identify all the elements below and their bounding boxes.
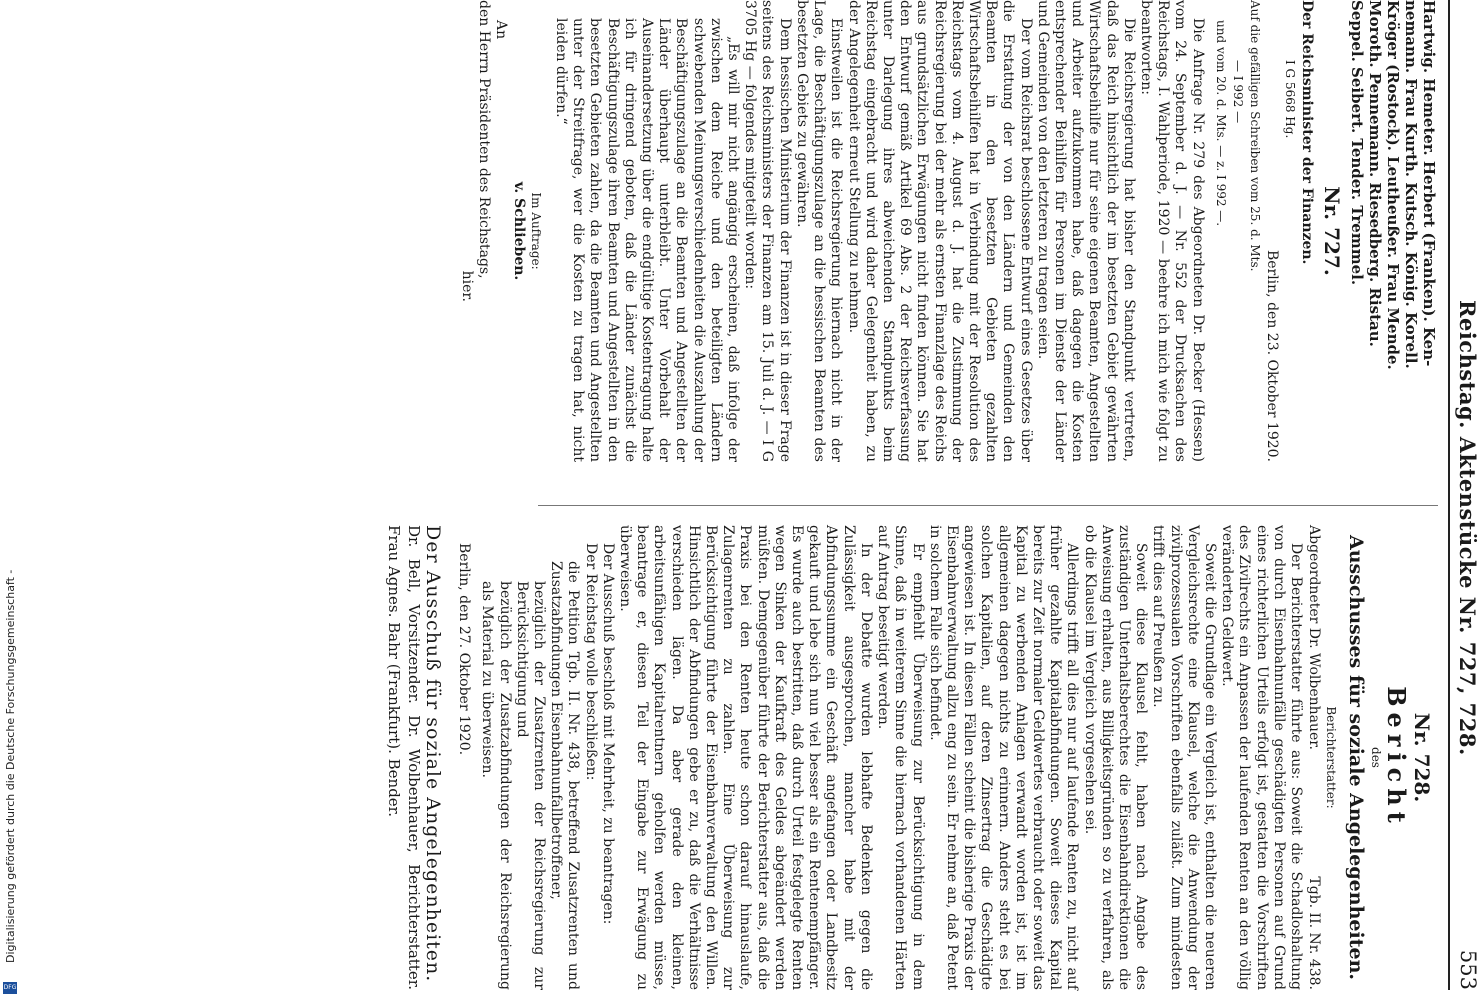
paragraph: In der Debatte wurden lebhafte Bedenken gegen die Zulässigkeit ausgesprochen, mancher habe mit der Abfindungssumme ein Geschäft angefangen oder Landbesitz gekauft und lebe sich nun viel besser als ein Rentenempfänger. Es wurde auch bestritten, daß durch Urteil festgelegte Renten wegen Sinken der Kaufkraft des Geldes abgeändert werden müßten. Demgegenüber führte der Berichterstatter aus, daß die Praxis bei den Renten heute schon darauf hinauslaufe, Zulagenrenten zu zahlen. Eine Überweisung zur Berücksichtigung führte der Eisenbahnverwaltung den Willen. Hinsichtlich der Abfindungen gebe er zu, daß die Verhältnisse verschieden lägen. Da aber gerade den kleinen, arbeitsunfähigen Kapitalrentnern geholfen werden müsse, beantrage er, diesen Teil der Eingabe zur Erwägung zu überweisen. [617, 525, 874, 990]
address-hier: hier. [459, 270, 476, 302]
paragraph: Dem hessischen Ministerium der Finanzen ist in dieser Frage seitens des Reichsministers der Finanzen am 15. Juli d. J. — I G 3705 Hg — folgendes mitgeteilt worden: [742, 0, 793, 462]
reporter-row [1304, 525, 1322, 990]
reference-line-2: — I 992 — [1230, 60, 1245, 124]
digitization-credit: Digitalisierung gefördert durch die Deutsche Forschungsgemeinschaft - [4, 569, 17, 963]
paragraph: Der Ausschuß beschloß mit Mehrheit, zu beantragen: [599, 543, 616, 925]
journal-reference: Tgb. II. Nr. 438. [1305, 876, 1322, 990]
paragraph: Er empfiehlt Überweisung zur Berücksichtigung in dem Sinne, daß in weiterem Sinne die hiernach vorhandenen Härten auf Antrag beseitigt werden. [875, 525, 926, 990]
names-line: Hartwig. Hemeter. Herbert (Franken). Ken- [1420, 0, 1438, 367]
reference-line-1: Auf die gefälligen Schreiben vom 25. d. Mts. [1248, 0, 1263, 272]
paragraph: Soweit diese Klausel fehlt, haben nach Angabe des zuständigen Unterhaltsberechtes die Eisenbahndirektionen die Anweisung erhalten, aus Billigkeitsgründen so zu verfahren, als ob die Klausel im Vergleich vorgesehen sei. [1081, 525, 1150, 990]
signoff-name: v. Schlieben. [510, 181, 527, 281]
left-column [458, 0, 1438, 462]
reference-line-3: und vom 20. d. Mts. — z. I 992 —. [1213, 20, 1228, 227]
names-line: Seppel. Seibert. Tender. Tremmel. [1348, 0, 1366, 286]
report-title: Bericht [1381, 686, 1411, 829]
header-title: Reichstag. Aktenstücke Nr. 727, 728. [1455, 300, 1480, 756]
right-column [384, 525, 1438, 990]
signoff-prefix: Im Auftrage: [528, 192, 543, 270]
resolution-line: bezüglich der Zusatzabfindungen der Reichsregierung als Material zu überweisen. [479, 581, 513, 990]
paragraph: Der Berichterstatter führte aus: Soweit die Schadloshaltung von durch Eisenbahnunfälle geschädigten Personen auf Grund eines richterlichen Urteils erfolgt ist, gestatten die Vorschriften des Zivilrechts ein Anpassen der laufenden Renten an den völlig veränderten Geldwert. [1219, 525, 1304, 990]
paragraph: Der vom Reichsrat beschlossene Entwurf eines Gesetzes über die Erstattung der von den Ländern und Gemeinden den Beamten in den besetzten Gebieten gezahlten Wirtschaftsbeihilfen hat in Verbindung mit der Resolution des Reichstags vom 4. August d. J. hat die Zustimmung der Reichsregierung bei der mehr als ernsten Finanzlage des Reichs aus grundsätzlichen Erwägungen nicht finden können. Sie hat den Entwurf gemäß Artikel 69 Abs. 2 der Reichsverfassung unter Darlegung ihres abweichenden Standpunkts beim Reichstag eingebracht und wird daher Gelegenheit haben, zu der Angelegenheit erneut Stellung zu nehmen. [845, 0, 1034, 462]
reference-number: I G 5668 Hg. [1282, 60, 1297, 139]
address-line: den Herrn Präsidenten des Reichstags, [476, 0, 493, 279]
title-des: des [1368, 747, 1383, 768]
date-line: Berlin, den 23. Oktober 1920. [1264, 249, 1281, 462]
doc-number-727: Nr. 727. [1320, 186, 1344, 276]
resolution-line: die Petition Tgb. II. Nr. 438, betreffend Zusatzrenten und Zusatzabfindungen Eisenbahnunfallbetroffener, [548, 561, 582, 990]
paragraph: Die Reichsregierung hat bisher den Standpunkt vertreten, daß das Reich hinsichtlich der im besetzten Gebiet gewährten Wirtschaftsbeihilfe nur für seine eigenen Beamten, Angestellten und Arbeiter aufzukommen habe, daß dagegen die Kosten entsprechender Beihilfen für Personen im Dienste der Länder und Gemeinden von den letzteren zu tragen seien. [1034, 0, 1137, 462]
paragraph: Allerdings trifft all dies nur auf laufende Renten zu, nicht auf früher gezahlte Kapitalabfindungen. Soweit dieses Kapital bereits zur Zeit normaler Geldwertes verbraucht oder soweit das Kapital zu werbenden Anlagen verwandt worden ist, ist im allgemeinen dagegen nichts zu erinnern. Anders steht es bei solchen Kapitalien, auf deren Zinsertrag die Geschädigte angewiesen ist. In diesen Fällen scheint die bisherige Praxis der Eisenbahnverwaltung allzu eng zu sein. Er nehme an, daß Petent in solchem Falle sich befindet. [926, 525, 1081, 990]
document-page [220, 0, 1480, 1000]
doc-number-728: Nr. 728. [1410, 712, 1434, 803]
paragraph: Die Anfrage Nr. 279 des Abgeordneten Dr. Becker (Hessen) vom 24. September d. J. — Nr. 552 der Drucksachen des Reichstags, I. Wahlperiode, 1920 — beehre ich mich wie folgt zu beantworten: [1137, 0, 1206, 462]
names-line: Moroth. Pennemann. Riesedberg. Ristau. [1366, 0, 1384, 347]
paragraph: Soweit die Grundlage ein Vergleich ist, enthalten die neueren Vergleichsrechte eine Klausel, welche die Anwendung der zivilprozessualen Vorschriften ebenfalls zuläßt. Zum mindesten trifft dies auf Preußen zu. [1150, 525, 1218, 990]
address-an: An [493, 20, 510, 40]
names-line: Kröger (Rostock). Leutheußer. Frau Mende. [1384, 0, 1402, 370]
quoted-paragraph: „Es will mir nicht angängig erscheinen, daß infolge der zwischen dem Reiche und den beteiligten Ländern schwebenden Meinungsverschiedenheiten die Auszahlung der Beschäftigungszulage an die Beamten und Angestellten der Länder überhaupt unterbleibt. Unter Vorbehalt der Auseinandersetzung über die endgültige Kostentragung halte ich für dringend geboten, daß die Länder zunächst die Beschäftigungszulage ihren Beamten und Angestellten in den besetzten Gebieten zahlen, da die Beamten und Angestellten unter der Streitfrage, wer die Kosten zu tragen hat, nicht leiden dürfen.“ [553, 18, 742, 462]
page-header [1448, 0, 1480, 990]
signatures: Dr. Bell, Vorsitzender. Dr. Wolbenhauer, Berichterstatter. Frau Agnes. Bahr (Frankfurt). Bender. [384, 525, 423, 990]
dfg-logo: DFG [3, 982, 17, 994]
committee-title: Ausschusses für soziale Angelegenheiten. [1345, 535, 1368, 980]
paragraph: Der Reichstag wolle beschließen: [582, 543, 599, 781]
sender-line: Der Reichsminister der Finanzen. [1298, 0, 1315, 265]
names-line: nemann. Frau Kurth. Kutsch. König. Korell. [1402, 0, 1420, 369]
page-number: 553 [1456, 949, 1480, 990]
resolution-line: bezüglich der Zusatzrenten der Reichsregierung zur Berücksichtigung und [513, 581, 548, 990]
committee-member-names [1348, 0, 1438, 462]
column-divider [538, 505, 1438, 506]
paragraph: Einstweilen ist die Reichsregierung hiernach nicht in der Lage, die Beschäftigungszulage an die hessischen Beamten des besetzten Gebiets zu gewähren. [793, 0, 845, 462]
reporter-name: Abgeordneter Dr. Wolbenhauer. [1305, 525, 1322, 750]
reporter-label: Berichterstatter: [1324, 706, 1339, 809]
date-line: Berlin, den 27. Oktober 1920. [456, 543, 473, 756]
committee-signature: Der Ausschuß für soziale Angelegenheiten. [422, 525, 445, 983]
